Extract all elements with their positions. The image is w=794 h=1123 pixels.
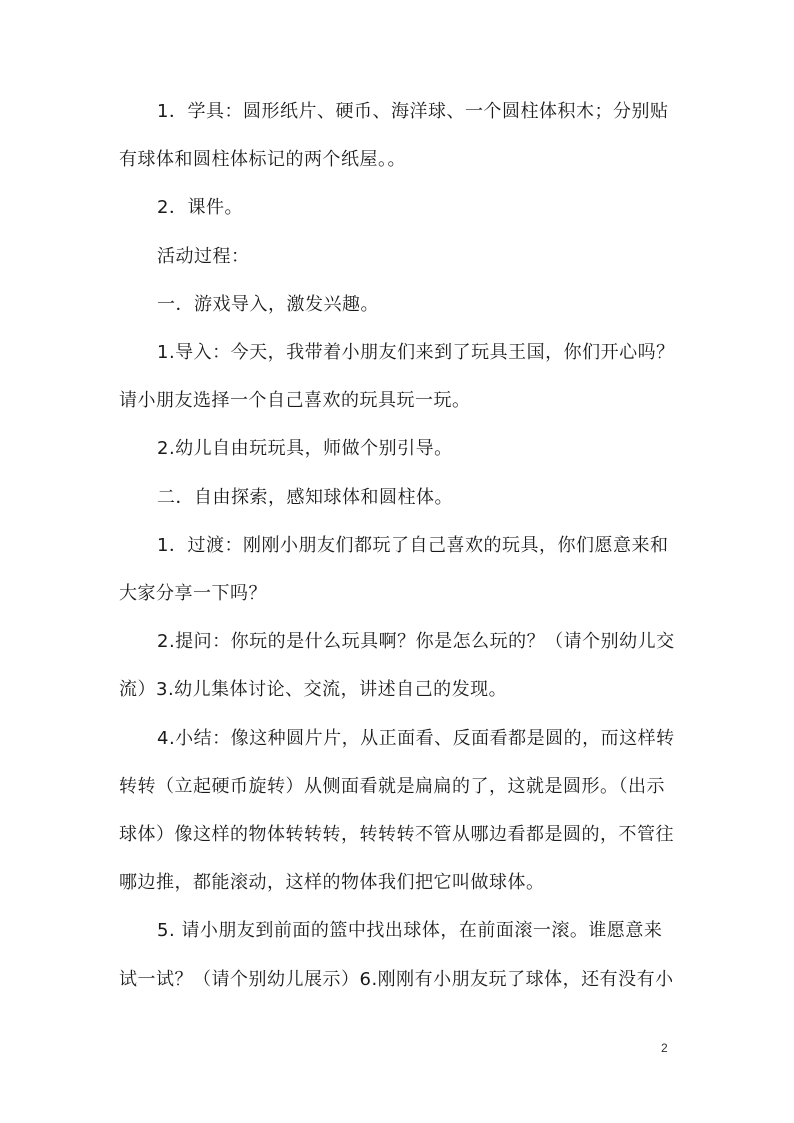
text-line: 2.提问：你玩的是什么玩具啊？你是怎么玩的？（请个别幼儿交 bbox=[157, 631, 675, 653]
text-line: 流）3.幼儿集体讨论、交流，讲述自己的发现。 bbox=[119, 679, 508, 701]
text-line: 有球体和圆柱体标记的两个纸屋。。 bbox=[119, 149, 406, 171]
text-line: 球体）像这样的物体转转转，转转转不管从哪边看都是圆的，不管往 bbox=[119, 824, 674, 846]
text-line: 转转（立起硬币旋转）从侧面看就是扁扁的了，这就是圆形。（出示 bbox=[119, 775, 665, 797]
text-line: 5. 请小朋友到前面的篮中找出球体，在前面滚一滚。谁愿意来 bbox=[157, 920, 663, 942]
section-heading: 二．自由探索，感知球体和圆柱体。 bbox=[157, 486, 453, 508]
text-line: 1．学具：圆形纸片、硬币、海洋球、一个圆柱体积木；分别贴 bbox=[157, 101, 669, 122]
section-heading: 一．游戏导入，激发兴趣。 bbox=[157, 293, 379, 315]
text-line: 1.导入：今天，我带着小朋友们来到了玩具王国，你们开心吗？ bbox=[157, 342, 675, 364]
document-body bbox=[119, 88, 679, 1004]
page-number: 2 bbox=[661, 1041, 668, 1055]
text-line: 试一试？（请个别幼儿展示）6.刚刚有小朋友玩了球体，还有没有小 bbox=[119, 968, 674, 990]
text-line: 2．课件。 bbox=[157, 197, 243, 219]
text-line: 请小朋友选择一个自己喜欢的玩具玩一玩。 bbox=[119, 390, 471, 412]
text-line: 4.小结：像这种圆片片，从正面看、反面看都是圆的，而这样转 bbox=[157, 727, 675, 749]
text-line: 1．过渡：刚刚小朋友们都玩了自己喜欢的玩具，你们愿意来和 bbox=[157, 534, 669, 556]
text-line: 活动过程： bbox=[157, 245, 250, 267]
text-line: 大家分享一下吗？ bbox=[119, 583, 267, 605]
text-line: 2.幼儿自由玩玩具，师做个别引导。 bbox=[157, 438, 453, 460]
text-line: 哪边推，都能滚动，这样的物体我们把它叫做球体。 bbox=[119, 872, 545, 894]
